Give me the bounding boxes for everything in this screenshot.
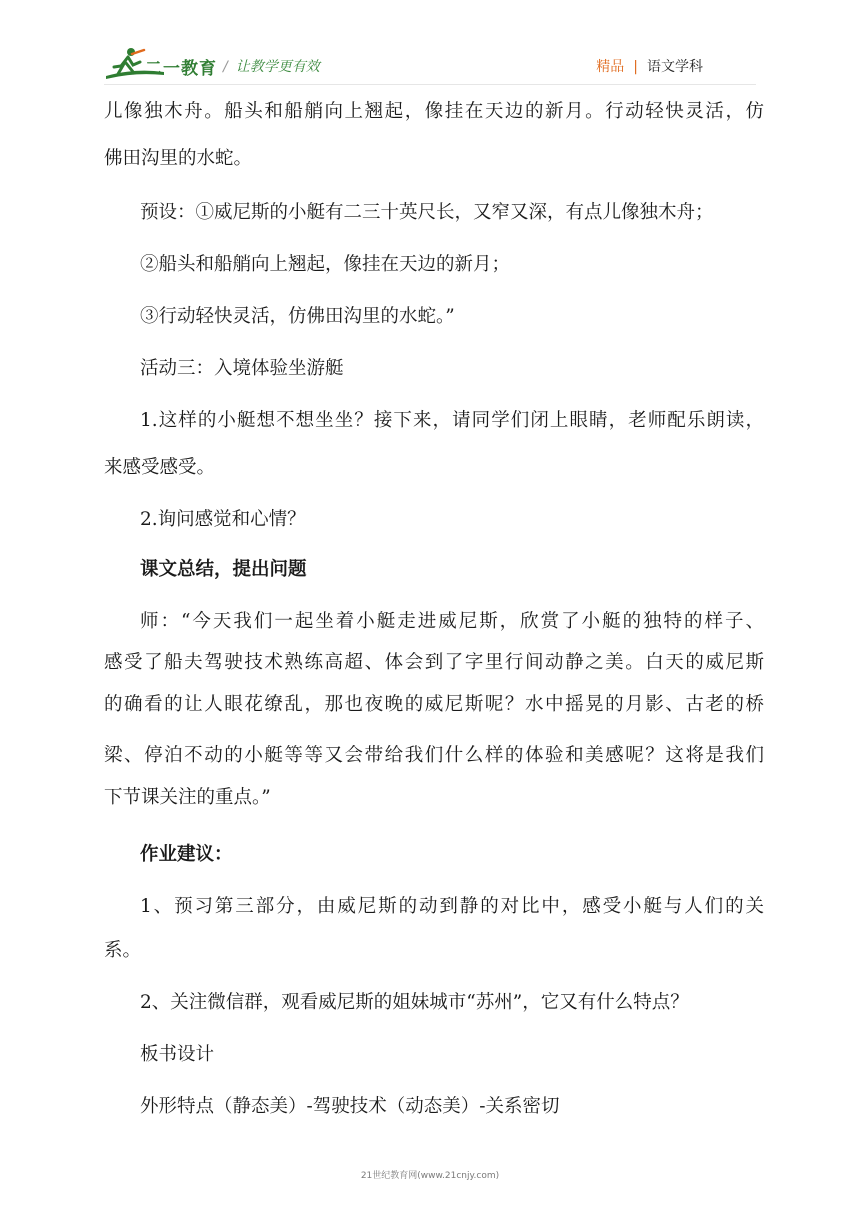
quality-badge: 精品 [596,59,625,75]
page-footer: 21世纪教育网(www.21cnjy.com) [360,1171,500,1181]
section-heading: 作业建议： [140,844,233,865]
slogan-slash: / [223,59,228,75]
body-line: 来感受感受。 [104,457,216,478]
body-line: 预设：①威尼斯的小艇有二三十英尺长，又窄又深，有点儿像独木舟； [140,202,714,223]
header-separator: | [633,59,638,75]
subject-tag [596,56,703,76]
body-line: 2.询问感觉和心情？ [140,509,306,530]
page-header [0,0,860,90]
activity-heading: 活动三：入境体验坐游艇 [140,358,344,379]
body-line: ③行动轻快灵活，仿佛田沟里的水蛇。” [140,306,455,327]
body-line: 系。 [104,940,142,961]
body-line: ②船头和船艄向上翘起，像挂在天边的新月； [140,254,511,275]
board-design-content: 外形特点（静态美）-驾驶技术（动态美）-关系密切 [140,1096,560,1117]
board-design-heading: 板书设计 [140,1044,215,1065]
body-line: 1.这样的小艇想不想坐坐？接下来，请同学们闭上眼睛，老师配乐朗读， [140,410,764,431]
body-line: 儿像独木舟。船头和船艄向上翘起，像挂在天边的新月。行动轻快灵活，仿 [104,101,764,122]
body-line: 师：“今天我们一起坐着小艇走进威尼斯，欣赏了小艇的独特的样子、 [140,611,764,632]
subject-label: 语文学科 [647,59,703,75]
body-line: 的确看的让人眼花缭乱，那也夜晚的威尼斯呢？水中摇晃的月影、古老的桥 [104,694,764,715]
header-divider [104,84,756,85]
body-line: 1、预习第三部分，由威尼斯的动到静的对比中，感受小艇与人们的关 [140,896,764,917]
body-line: 佛田沟里的水蛇。 [104,148,253,169]
body-line: 梁、停泊不动的小艇等等又会带给我们什么样的体验和美感呢？这将是我们 [104,745,764,766]
body-line: 2、关注微信群，观看威尼斯的姐妹城市“苏州”，它又有什么特点？ [140,992,689,1013]
logo-text: 二一教育 [145,59,217,79]
slogan-text: 让教学更有效 [235,59,320,75]
body-line: 下节课关注的重点。” [104,787,271,808]
slogan [223,56,320,76]
body-line: 感受了船夫驾驶技术熟练高超、体会到了字里行间动静之美。白天的威尼斯 [104,652,764,673]
section-heading: 课文总结，提出问题 [140,559,307,580]
